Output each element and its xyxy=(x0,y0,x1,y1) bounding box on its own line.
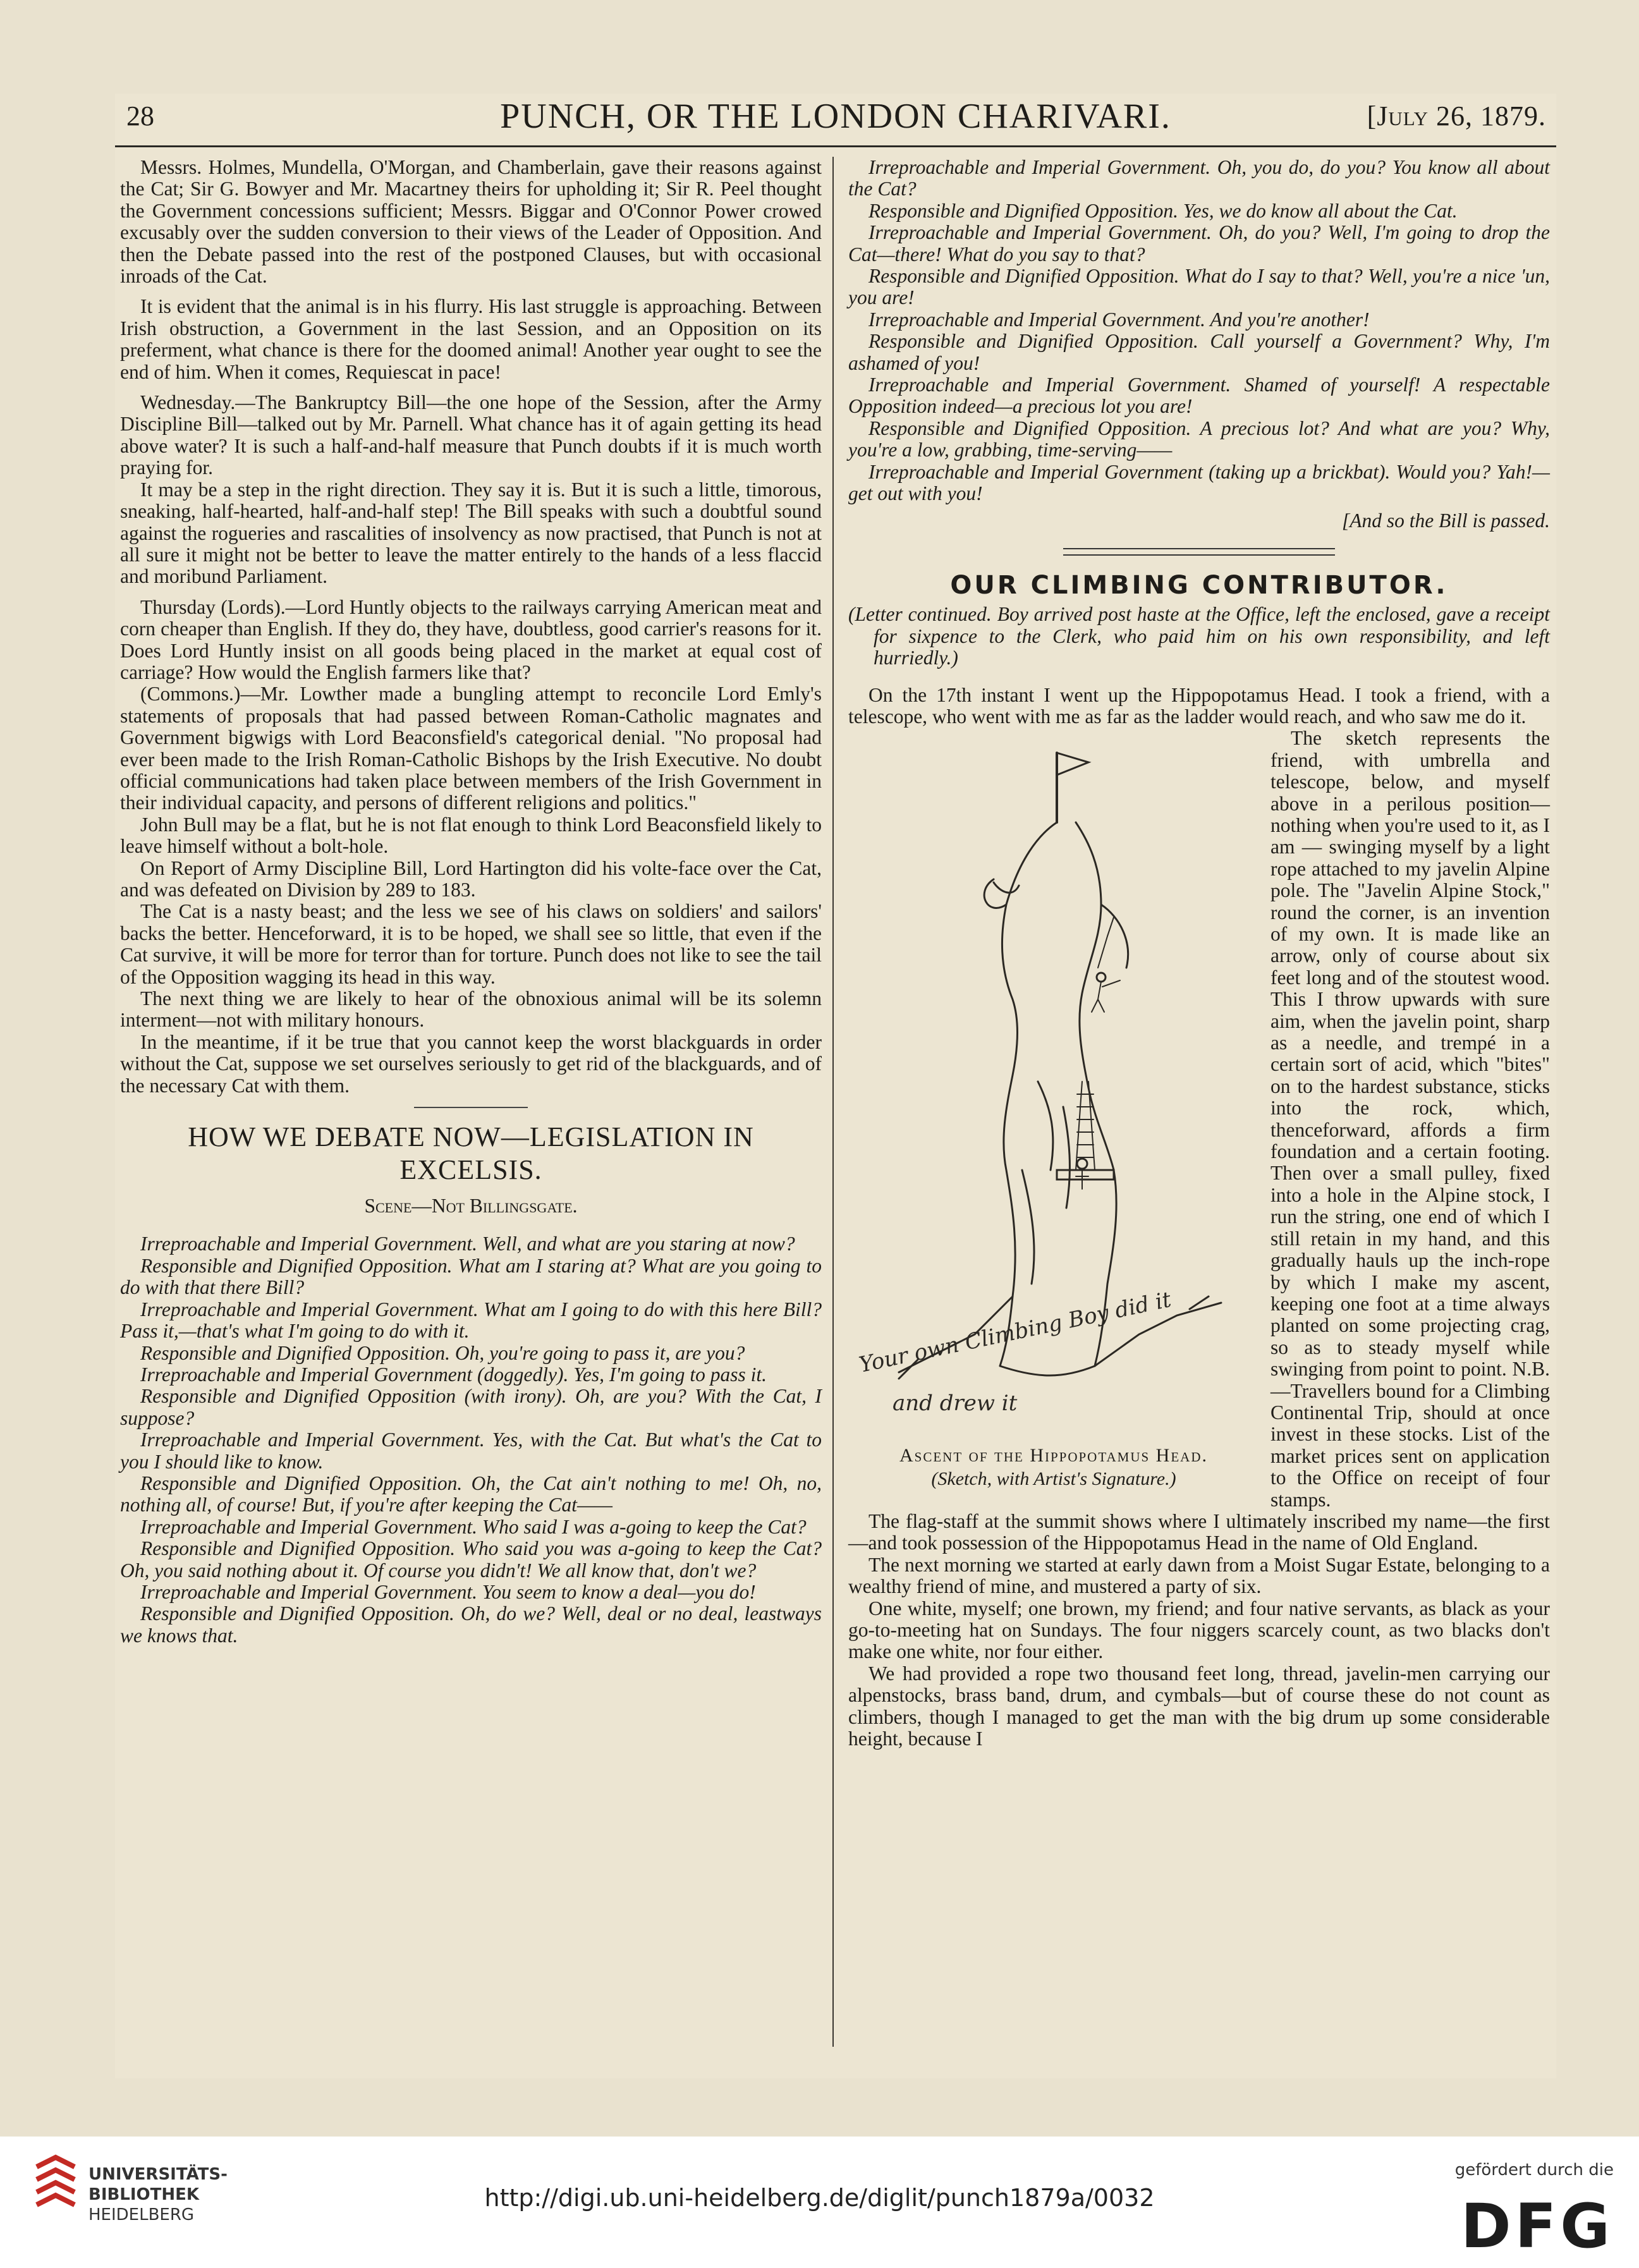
article-heading: OUR CLIMBING CONTRIBUTOR. xyxy=(950,570,1448,600)
publication-title: PUNCH, OR THE LONDON CHARIVARI. xyxy=(500,97,1171,136)
paragraph: Wednesday.—The Bankruptcy Bill—the one hope of the Session, after the Army Discipline Bill—talked out by Mr. Parnell. What chance has it of again getting its head above water? It is such a half-and-half measure that Punch doubts if it is much worth praying for. xyxy=(120,391,822,479)
issue-date: [July 26, 1879. xyxy=(1367,101,1546,131)
dialogue-line: Irreproachable and Imperial Government (doggedly). Yes, I'm going to pass it. xyxy=(140,1363,767,1386)
dialogue-line: Irreproachable and Imperial Government (taking up a brickbat). Would you? Yah!—get out with you! xyxy=(848,460,1550,505)
dialogue-line: Irreproachable and Imperial Government. Who said I was a-going to keep the Cat? xyxy=(140,1515,807,1538)
svg-text:and drew it: and drew it xyxy=(893,1391,1018,1417)
paragraph: The flag-staff at the summit shows where I ultimately inscribed my name—the first—and took possession of the Hippopotamus Head in the name of Old England. xyxy=(848,1509,1550,1554)
hippopotamus-head-sketch xyxy=(848,728,1259,1436)
dialogue-line: Irreproachable and Imperial Government. Well, and what are you staring at now? xyxy=(140,1233,795,1255)
running-header xyxy=(115,94,1556,147)
newspaper-page xyxy=(115,94,1556,2078)
funding-note: gefördert durch die xyxy=(1454,2161,1614,2180)
dialogue-line: Responsible and Dignified Opposition. Call yourself a Government? Why, I'm ashamed of you! xyxy=(848,330,1550,374)
dialogue-line: Responsible and Dignified Opposition. Oh, do we? Well, deal or no deal, leastways we knows that. xyxy=(120,1602,822,1647)
paragraph: The next thing we are likely to hear of the obnoxious animal will be its solemn interment—not with military honours. xyxy=(120,987,822,1032)
dialogue-line: Responsible and Dignified Opposition (with irony). Oh, are you? With the Cat, I suppose? xyxy=(120,1385,822,1429)
artist-signature xyxy=(857,1287,1174,1416)
paragraph: We had provided a rope two thousand feet long, thread, javelin-men carrying our alpenstocks, brass band, drum, and cymbals—but of course these do not count as climbers, though I managed to get the man with the big drum up some considerable height, because I xyxy=(848,1662,1550,1750)
paragraph: One white, myself; one brown, my friend; and four native servants, as black as your go-to-meeting hat on Sundays. The four niggers scarcely count, as two blacks don't make one white, nor four either. xyxy=(848,1597,1550,1663)
source-url[interactable]: http://digi.ub.uni-heidelberg.de/diglit/punch1879a/0032 xyxy=(484,2184,1155,2212)
svg-text:Your own Climbing Boy did it: Your own Climbing Boy did it xyxy=(856,1287,1174,1379)
library-name-line: UNIVERSITÄTS- xyxy=(88,2165,228,2184)
paragraph: It is evident that the animal is in his flurry. His last struggle is approaching. Between Irish obstruction, a Government in the last Session, and an Opposition on its preferment, what chance is there for the doomed animal! Another year ought to see the end of him. When it comes, Requiescat in pace! xyxy=(120,295,822,383)
paragraph: It may be a step in the right direction. They say it is. But it is such a little, timorous, sneaking, half-hearted, half-and-half step! The Bill speaks with such a doubtful sound against the rogueries and rascalities of insolvency as now practised, that Punch is not at all sure it might not be better to leave the matter entirely to the hands of a less flaccid and moribund Parliament. xyxy=(120,478,822,588)
column-divider xyxy=(832,157,834,2047)
figure-subcaption: (Sketch, with Artist's Signature.) xyxy=(931,1468,1176,1490)
dialogue-line: Responsible and Dignified Opposition. What am I staring at? What are you going to do with that there Bill? xyxy=(120,1254,822,1299)
scene-line: Scene—Not Billingsgate. xyxy=(364,1195,578,1217)
dialogue-line: Responsible and Dignified Opposition. Yes, we do know all about the Cat. xyxy=(868,199,1458,222)
library-name-line: BIBLIOTHEK xyxy=(88,2185,200,2204)
figure-caption: Ascent of the Hippopotamus Head. xyxy=(899,1445,1209,1466)
dialogue-line: Irreproachable and Imperial Government. Oh, do you? Well, I'm going to drop the Cat—there! What do you say to that? xyxy=(848,221,1550,265)
paragraph: In the meantime, if it be true that you cannot keep the worst blackguards in order without the Cat, suppose we set ourselves seriously to get rid of the blackguards, and of the necessary Cat with them. xyxy=(120,1030,822,1097)
paragraph: John Bull may be a flat, but he is not flat enough to think Lord Beaconsfield likely to leave himself without a bolt-hole. xyxy=(120,813,822,858)
dialogue-line: Irreproachable and Imperial Government. What am I going to do with this here Bill? Pass it,—that's what I'm going to do with it. xyxy=(120,1298,822,1343)
dialogue-line: Irreproachable and Imperial Government. And you're another! xyxy=(868,308,1370,331)
climbing-illustration xyxy=(848,728,1259,1496)
article-heading: HOW WE DEBATE NOW—LEGISLATION IN EXCELSIS. xyxy=(188,1121,754,1186)
dialogue-line: Irreproachable and Imperial Government. Oh, you do, do you? You know all about the Cat? xyxy=(848,156,1550,200)
editorial-note: (Letter continued. Boy arrived post haste at the Office, left the enclosed, gave a receipt for sixpence to the Clerk, who paid him on his own responsibility, and left hurriedly.) xyxy=(848,603,1550,669)
paragraph: On the 17th instant I went up the Hippopotamus Head. I took a friend, with a telescope, who went with me as far as the ladder would reach, and who saw me do it. xyxy=(848,683,1550,728)
paragraph: The Cat is a nasty beast; and the less we see of his claws on soldiers' and sailors' backs the better. Henceforward, it is to be hoped, we shall see so little, that even if the Cat survive, it will be more for terror than for torture. Punch does not like to see the tail of the Opposition wagging its head in this way. xyxy=(120,900,822,988)
dialogue-line: Irreproachable and Imperial Government. Yes, with the Cat. But what's the Cat to you I should like to know. xyxy=(120,1429,822,1473)
paragraph: (Commons.)—Mr. Lowther made a bungling attempt to reconcile Lord Emly's statements of proposals that had passed between Roman-Catholic magnates and Government bigwigs with Lord Beaconsfield's categorical denial. "No proposal had ever been made to the Irish Roman-Catholic Bishops by the Irish Executive. No doubt official communications had taken place between members of the Irish Government in their individual capacity, and persons of different religions and politics." xyxy=(120,683,822,814)
dialogue-line: Responsible and Dignified Opposition. What do I say to that? Well, you're a nice 'un, you are! xyxy=(848,265,1550,309)
dialogue-line: Responsible and Dignified Opposition. Who said you was a-going to keep the Cat? Oh, you said nothing about it. Of course you didn't! We all know that, don't we? xyxy=(120,1537,822,1582)
section-rule xyxy=(414,1107,528,1108)
dialogue-line: Responsible and Dignified Opposition. Oh, you're going to pass it, are you? xyxy=(140,1341,745,1364)
stage-direction: [And so the Bill is passed. xyxy=(1342,509,1550,532)
paragraph: Thursday (Lords).—Lord Huntly objects to the railways carrying American meat and corn cheaper than English. If they do, they have, doubtless, good carrier's reasons for it. Does Lord Huntly insist on all goods being placed in the market at equal cost of carriage? How would the English farmers like that? xyxy=(120,595,822,683)
dialogue-line: Responsible and Dignified Opposition. A precious lot? And what are you? Why, you're a low, grabbing, time-serving—— xyxy=(848,417,1550,461)
page-number: 28 xyxy=(126,101,154,131)
paragraph: On Report of Army Discipline Bill, Lord Hartington did his volte-face over the Cat, and was defeated on Division by 289 to 183. xyxy=(120,857,822,901)
paragraph: Messrs. Holmes, Mundella, O'Morgan, and Chamberlain, gave their reasons against the Cat; Sir G. Bowyer and Mr. Macartney theirs for upholding it; Sir R. Peel thought the Government concessions sufficient; Messrs. Biggar and O'Connor Power crowed excusably over the sudden conversion to their views of the Leader of Opposition. And then the Debate passed into the rest of the postponed Clauses, but with occasional inroads of the Cat. xyxy=(120,156,822,288)
left-column xyxy=(120,157,822,1647)
dialogue-line: Responsible and Dignified Opposition. Oh, the Cat ain't nothing to me! Oh, no, nothing all, of course! But, if you're after keeping the Cat—— xyxy=(120,1472,822,1516)
section-rule xyxy=(1063,548,1335,556)
dfg-logo: DFG xyxy=(1460,2191,1614,2262)
library-city: HEIDELBERG xyxy=(88,2205,195,2224)
dialogue-line: Irreproachable and Imperial Government. You seem to know a deal—you do! xyxy=(140,1580,756,1603)
right-column xyxy=(848,157,1550,1750)
paragraph: The next morning we started at early dawn from a Moist Sugar Estate, belonging to a wealthy friend of mine, and mustered a party of six. xyxy=(848,1553,1550,1598)
paragraph: The sketch represents the friend, with umbrella and telescope, below, and myself above in a perilous position—nothing when you're used to it, as I am — swinging myself by a light rope attached to my javelin Alpine pole. The "Javelin Alpine Stock," round the corner, is an invention of my own. It is made like an arrow, only of course about six feet long and of the stoutest wood. This I throw upwards with sure aim, when the javelin point, sharp as a needle, and trempé in a certain sort of acid, which "bites" on to the hardest substance, sticks into the rock, which, thenceforward, affords a firm foundation and a certain footing. Then over a small pulley, fixed into a hole in the Alpine stock, I run the string, one end of which I still retain in my hand, and this gradually hauls up the inch-rope by which I make my ascent, keeping one foot at a time always planted on some projecting crag, so as to steady myself while swinging from point to point. N.B.—Travellers bound for a Climbing Continental Trip, should at once invest in these stocks. List of the market prices sent on application to the Office on receipt of four stamps. xyxy=(1270,727,1550,1511)
dialogue-line: Irreproachable and Imperial Government. Shamed of yourself! A respectable Opposition indeed—a precious lot you are! xyxy=(848,374,1550,418)
